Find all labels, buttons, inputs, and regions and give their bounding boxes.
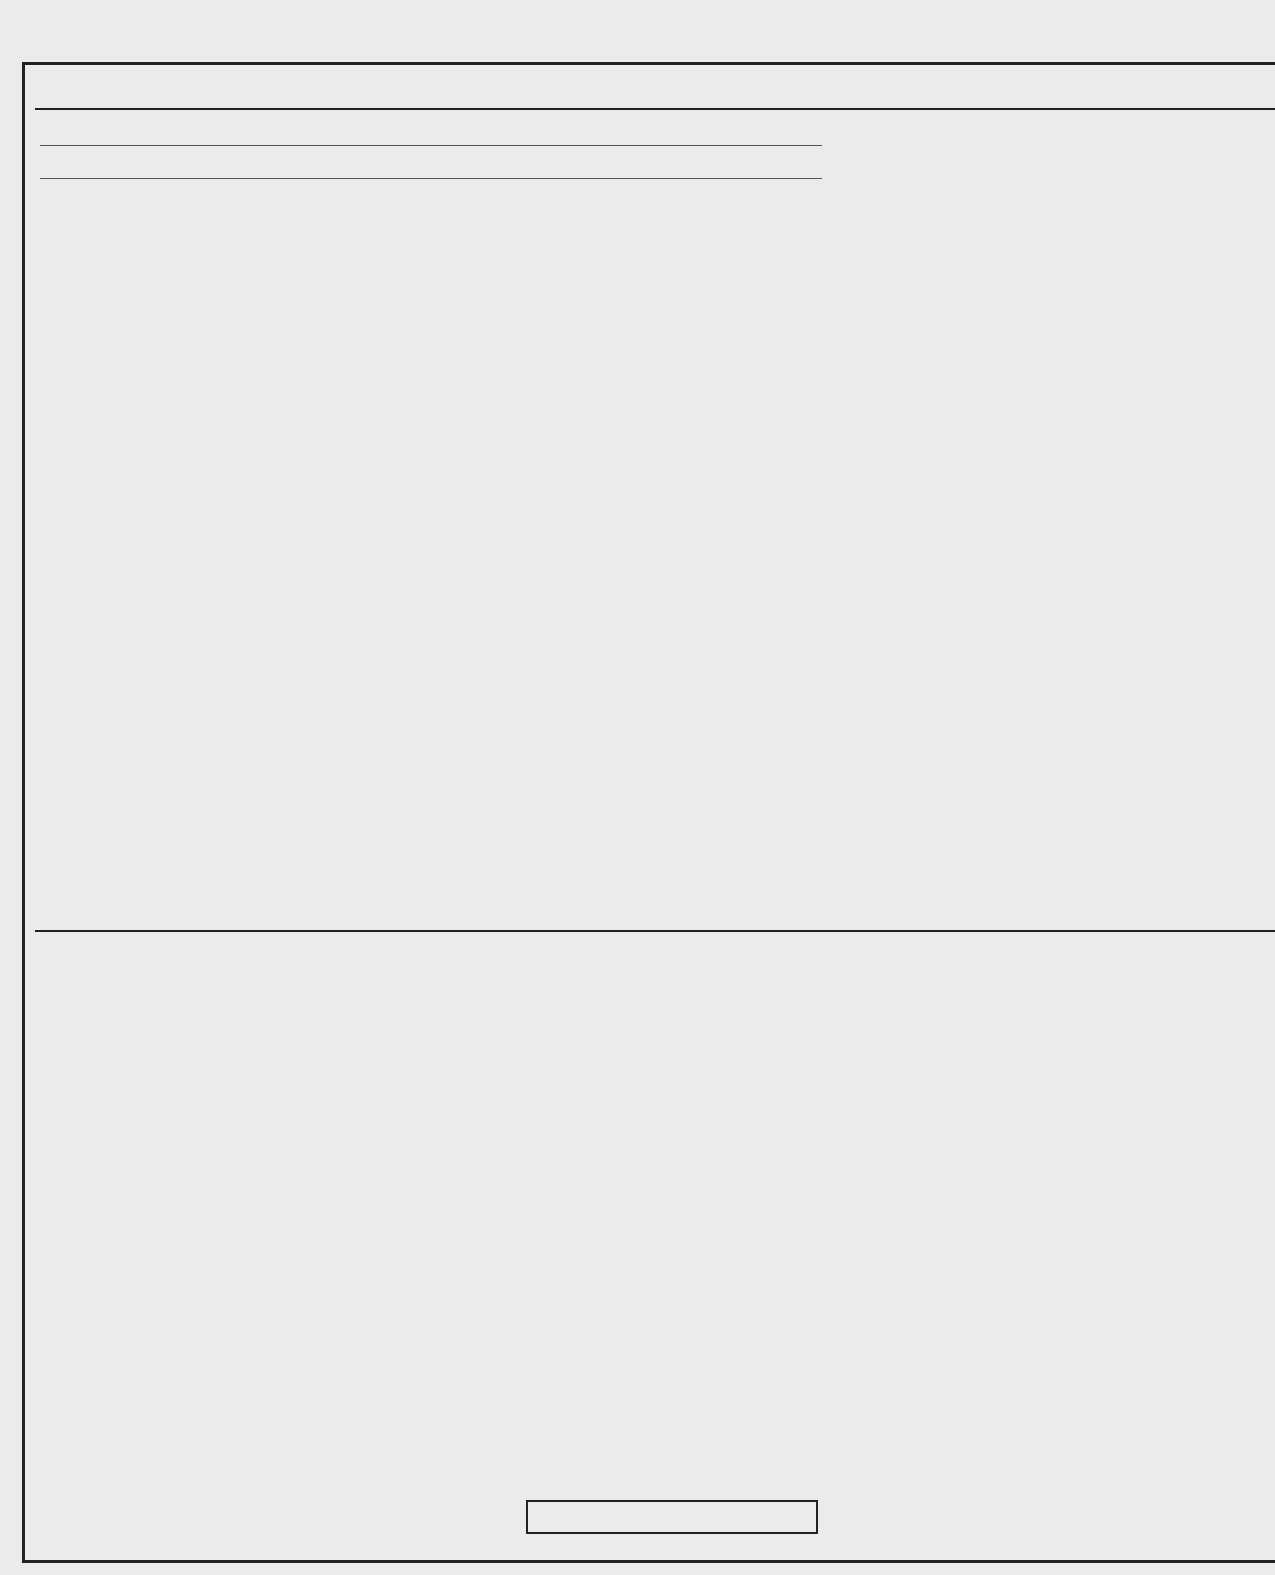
rule	[40, 145, 822, 146]
frame-left	[22, 62, 25, 1562]
frame-bottom	[22, 1560, 1275, 1563]
frame-top	[22, 62, 1275, 65]
mid-rule	[35, 930, 1275, 932]
rule	[40, 178, 822, 179]
rule5-tracy-box	[526, 1500, 818, 1534]
subdivision-rule	[35, 108, 1275, 110]
